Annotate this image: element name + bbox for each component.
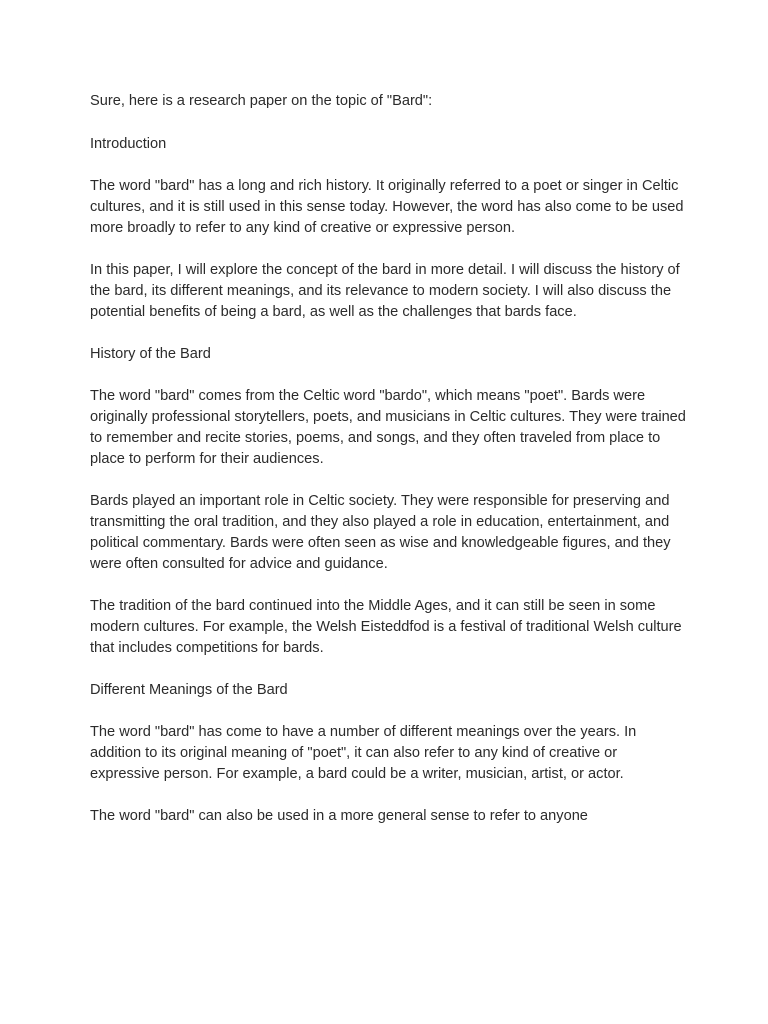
paragraph: The word "bard" has a long and rich history. It originally referred to a poet or singer in Celtic cultures, and it is still used in this sense today. However, the word has also come to be used more broadly to refer to any kind of creative or expressive person. [90,178,684,236]
paragraph: The word "bard" can also be used in a more general sense to refer to anyone [90,808,588,824]
paragraph: The tradition of the bard continued into the Middle Ages, and it can still be seen in some modern cultures. For example, the Welsh Eisteddfod is a festival of traditional Welsh culture that includes competitions for bards. [90,598,682,656]
paragraph: Bards played an important role in Celtic society. They were responsible for preserving and transmitting the oral tradition, and they also played a role in education, entertainment, and political commentary. Bards were often seen as wise and knowledgeable figures, and they were often consulted for advice and guidance. [90,493,671,572]
paragraph: In this paper, I will explore the concept of the bard in more detail. I will discuss the history of the bard, its different meanings, and its relevance to modern society. I will also discuss the potential benefits of being a bard, as well as the challenges that bards face. [90,262,680,320]
paragraph: The word "bard" comes from the Celtic word "bardo", which means "poet". Bards were originally professional storytellers, poets, and musicians in Celtic cultures. They were trained to remember and recite stories, poems, and songs, and they often traveled from place to place to perform for their audiences. [90,388,686,467]
paragraph: The word "bard" has come to have a number of different meanings over the years. In addition to its original meaning of "poet", it can also refer to any kind of creative or expressive person. For example, a bard could be a writer, musician, artist, or actor. [90,724,637,782]
intro-line: Sure, here is a research paper on the topic of "Bard": [90,93,433,109]
section-heading-meanings: Different Meanings of the Bard [90,682,288,698]
section-heading-history: History of the Bard [90,346,211,362]
section-heading-introduction: Introduction [90,136,167,152]
document-body [90,91,690,848]
